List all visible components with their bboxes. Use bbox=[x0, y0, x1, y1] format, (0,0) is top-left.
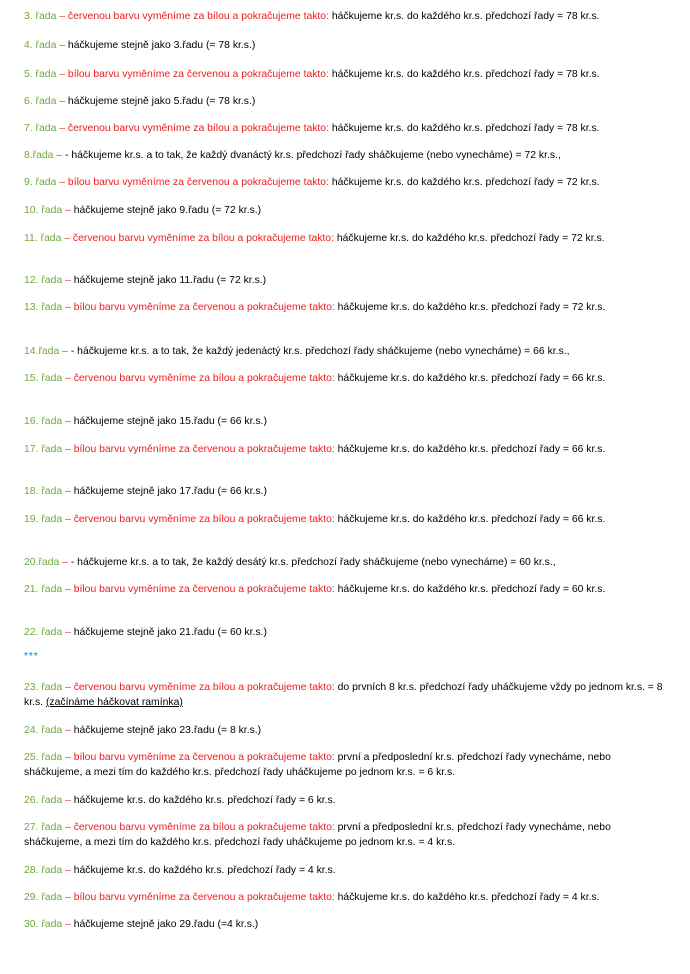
row-number: 27. řada bbox=[24, 822, 63, 833]
row-instruction: první a předposlední kr.s. předchozí řady vynecháme, nebo sháčkujeme, a mezi tím do každého kr.s. předchozí řady uháčkujeme po jednom kr.s. = 4 kr.s. bbox=[24, 822, 611, 848]
color-change-instruction: bílou barvu vyměníme za červenou a pokračujeme takto: bbox=[73, 302, 335, 313]
color-change-instruction: červenou barvu vyměníme za bílou a pokračujeme takto: bbox=[73, 682, 335, 693]
row-instruction: háčkujeme stejně jako 23.řadu (= 8 kr.s.) bbox=[73, 725, 262, 736]
row-instruction: háčkujeme kr.s. do každého kr.s. předchozí řady = 72 kr.s. bbox=[334, 302, 606, 313]
row-dash: – bbox=[62, 416, 74, 427]
row-25 bbox=[24, 750, 670, 780]
row-8 bbox=[24, 148, 670, 163]
row-16 bbox=[24, 414, 670, 429]
row-21 bbox=[24, 582, 670, 597]
row-6 bbox=[24, 94, 670, 109]
row-dash: – bbox=[59, 346, 71, 357]
row-dash: – bbox=[61, 233, 73, 244]
row-instruction: háčkujeme kr.s. do každého kr.s. předchozí řady = 60 kr.s. bbox=[334, 584, 606, 595]
row-dash: – bbox=[56, 40, 68, 51]
row-dash: – bbox=[62, 373, 74, 384]
row-dash: – bbox=[62, 514, 74, 525]
row-12 bbox=[24, 273, 670, 288]
row-number: 11. řada bbox=[24, 233, 62, 244]
color-change-instruction: bílou barvu vyměníme za červenou a pokračujeme takto: bbox=[73, 892, 335, 903]
row-number: 15. řada bbox=[24, 373, 63, 384]
row-dash: – bbox=[56, 96, 68, 107]
row-instruction: háčkujeme kr.s. do každého kr.s. předchozí řady = 4 kr.s. bbox=[334, 892, 600, 903]
row-3 bbox=[24, 9, 670, 24]
row-instruction: - háčkujeme kr.s. a to tak, že každý jedenáctý kr.s. předchozí řady sháčkujeme (nebo vynecháme) = 66 kr.s., bbox=[70, 346, 570, 357]
row-15 bbox=[24, 371, 670, 386]
row-dash: – bbox=[62, 584, 74, 595]
row-instruction: háčkujeme kr.s. do každého kr.s. předchozí řady = 72 kr.s. bbox=[328, 177, 600, 188]
row-dash: – bbox=[62, 795, 74, 806]
row-number: 23. řada bbox=[24, 682, 63, 693]
row-14 bbox=[24, 344, 670, 359]
color-change-instruction: červenou barvu vyměníme za bílou a pokračujeme takto: bbox=[73, 822, 335, 833]
row-number: 19. řada bbox=[24, 514, 63, 525]
row-number: 21. řada bbox=[24, 584, 63, 595]
row-dash: – bbox=[62, 682, 74, 693]
row-26 bbox=[24, 793, 670, 808]
row-number: 25. řada bbox=[24, 752, 63, 763]
row-number: 22. řada bbox=[24, 627, 63, 638]
row-dash: – bbox=[56, 11, 68, 22]
row-dash: – bbox=[62, 486, 74, 497]
row-number: 26. řada bbox=[24, 795, 63, 806]
row-instruction: háčkujeme kr.s. do každého kr.s. předchozí řady = 78 kr.s. bbox=[328, 11, 600, 22]
row-dash: – bbox=[62, 302, 74, 313]
row-number: 30. řada bbox=[24, 919, 63, 930]
row-instruction: - háčkujeme kr.s. a to tak, že každý desátý kr.s. předchozí řady sháčkujeme (nebo vynecháme) = 60 kr.s., bbox=[70, 557, 556, 568]
row-instruction: háčkujeme stejně jako 5.řadu (= 78 kr.s.) bbox=[67, 96, 256, 107]
row-7 bbox=[24, 121, 670, 136]
row-dash: – bbox=[62, 205, 74, 216]
row-dash: – bbox=[62, 865, 74, 876]
row-number: 18. řada bbox=[24, 486, 63, 497]
row-17 bbox=[24, 442, 670, 457]
row-number: 5. řada bbox=[24, 69, 57, 80]
row-instruction: háčkujeme kr.s. do každého kr.s. předchozí řady = 66 kr.s. bbox=[334, 373, 606, 384]
row-dash: – bbox=[59, 557, 71, 568]
row-number: 12. řada bbox=[24, 275, 63, 286]
row-11 bbox=[24, 231, 670, 246]
row-dash: – bbox=[56, 177, 68, 188]
row-number: 29. řada bbox=[24, 892, 63, 903]
row-number: 20.řada bbox=[24, 557, 60, 568]
row-number: 4. řada bbox=[24, 40, 57, 51]
underlined-note: (začínáme háčkovat ramínka) bbox=[45, 697, 183, 708]
row-dash: – bbox=[62, 919, 74, 930]
row-29 bbox=[24, 890, 670, 905]
color-change-instruction: bílou barvu vyměníme za červenou a pokračujeme takto: bbox=[73, 752, 335, 763]
row-instruction: háčkujeme kr.s. do každého kr.s. předchozí řady = 78 kr.s. bbox=[328, 69, 600, 80]
row-instruction: háčkujeme kr.s. do každého kr.s. předchozí řady = 78 kr.s. bbox=[328, 123, 600, 134]
row-instruction: háčkujeme kr.s. do každého kr.s. předchozí řady = 66 kr.s. bbox=[334, 514, 606, 525]
row-number: 17. řada bbox=[24, 444, 63, 455]
row-18 bbox=[24, 484, 670, 499]
row-instruction: háčkujeme kr.s. do každého kr.s. předchozí řady = 66 kr.s. bbox=[334, 444, 606, 455]
color-change-instruction: červenou barvu vyměníme za bílou a pokračujeme takto: bbox=[72, 233, 334, 244]
row-number: 13. řada bbox=[24, 302, 63, 313]
color-change-instruction: červenou barvu vyměníme za bílou a pokračujeme takto: bbox=[73, 373, 335, 384]
row-instruction: háčkujeme kr.s. do každého kr.s. předchozí řady = 4 kr.s. bbox=[73, 865, 336, 876]
row-9 bbox=[24, 175, 670, 190]
row-instruction: háčkujeme stejně jako 9.řadu (= 72 kr.s.) bbox=[73, 205, 262, 216]
row-dash: – bbox=[56, 123, 68, 134]
color-change-instruction: bílou barvu vyměníme za červenou a pokračujeme takto: bbox=[73, 584, 335, 595]
row-instruction: háčkujeme kr.s. do každého kr.s. předchozí řady = 72 kr.s. bbox=[333, 233, 605, 244]
row-28 bbox=[24, 863, 670, 878]
row-instruction: háčkujeme stejně jako 29.řadu (=4 kr.s.) bbox=[73, 919, 259, 930]
row-number: 8.řada bbox=[24, 150, 54, 161]
row-10 bbox=[24, 203, 670, 218]
row-number: 24. řada bbox=[24, 725, 63, 736]
row-dash: – bbox=[62, 892, 74, 903]
row-number: 14.řada bbox=[24, 346, 60, 357]
row-dash: – bbox=[62, 752, 74, 763]
row-instruction: háčkujeme stejně jako 3.řadu (= 78 kr.s.) bbox=[67, 40, 256, 51]
row-dash: – bbox=[56, 69, 68, 80]
row-number: 6. řada bbox=[24, 96, 57, 107]
row-instruction: háčkujeme stejně jako 21.řadu (= 60 kr.s.) bbox=[73, 627, 267, 638]
row-4 bbox=[24, 38, 670, 53]
row-dash: – bbox=[62, 822, 74, 833]
row-instruction: háčkujeme stejně jako 17.řadu (= 66 kr.s.) bbox=[73, 486, 267, 497]
row-instruction: do prvních 8 kr.s. předchozí řady uháčkujeme vždy po jednom kr.s. = 8 kr.s. bbox=[24, 682, 663, 708]
row-number: 9. řada bbox=[24, 177, 57, 188]
section-separator: *** bbox=[24, 651, 39, 662]
row-number: 16. řada bbox=[24, 416, 63, 427]
color-change-instruction: bílou barvu vyměníme za červenou a pokračujeme takto: bbox=[67, 69, 329, 80]
row-24 bbox=[24, 723, 670, 738]
row-number: 28. řada bbox=[24, 865, 63, 876]
row-instruction: první a předposlední kr.s. předchozí řady vynecháme, nebo sháčkujeme, a mezi tím do každého kr.s. předchozí řady uháčkujeme po jednom kr.s. = 6 kr.s. bbox=[24, 752, 611, 778]
row-number: 3. řada bbox=[24, 11, 57, 22]
row-instruction: - háčkujeme kr.s. a to tak, že každý dvanáctý kr.s. předchozí řady sháčkujeme (nebo vynecháme) = 72 kr.s., bbox=[65, 150, 561, 161]
row-instruction: háčkujeme stejně jako 15.řadu (= 66 kr.s.) bbox=[73, 416, 267, 427]
color-change-instruction: červenou barvu vyměníme za bílou a pokračujeme takto: bbox=[67, 11, 329, 22]
row-13 bbox=[24, 300, 670, 315]
row-23 bbox=[24, 680, 670, 710]
row-19 bbox=[24, 512, 670, 527]
row-27 bbox=[24, 820, 670, 850]
row-20 bbox=[24, 555, 670, 570]
row-5 bbox=[24, 67, 670, 82]
row-dash: – bbox=[62, 275, 74, 286]
row-dash: – bbox=[53, 150, 66, 161]
row-dash: – bbox=[62, 444, 74, 455]
row-number: 10. řada bbox=[24, 205, 63, 216]
row-30 bbox=[24, 917, 670, 932]
row-instruction: háčkujeme kr.s. do každého kr.s. předchozí řady = 6 kr.s. bbox=[73, 795, 336, 806]
color-change-instruction: bílou barvu vyměníme za červenou a pokračujeme takto: bbox=[73, 444, 335, 455]
row-instruction: háčkujeme stejně jako 11.řadu (= 72 kr.s.) bbox=[73, 275, 267, 286]
row-number: 7. řada bbox=[24, 123, 57, 134]
color-change-instruction: červenou barvu vyměníme za bílou a pokračujeme takto: bbox=[73, 514, 335, 525]
row-22 bbox=[24, 625, 670, 640]
row-dash: – bbox=[62, 627, 74, 638]
row-dash: – bbox=[62, 725, 74, 736]
color-change-instruction: červenou barvu vyměníme za bílou a pokračujeme takto: bbox=[67, 123, 329, 134]
color-change-instruction: bílou barvu vyměníme za červenou a pokračujeme takto: bbox=[67, 177, 329, 188]
